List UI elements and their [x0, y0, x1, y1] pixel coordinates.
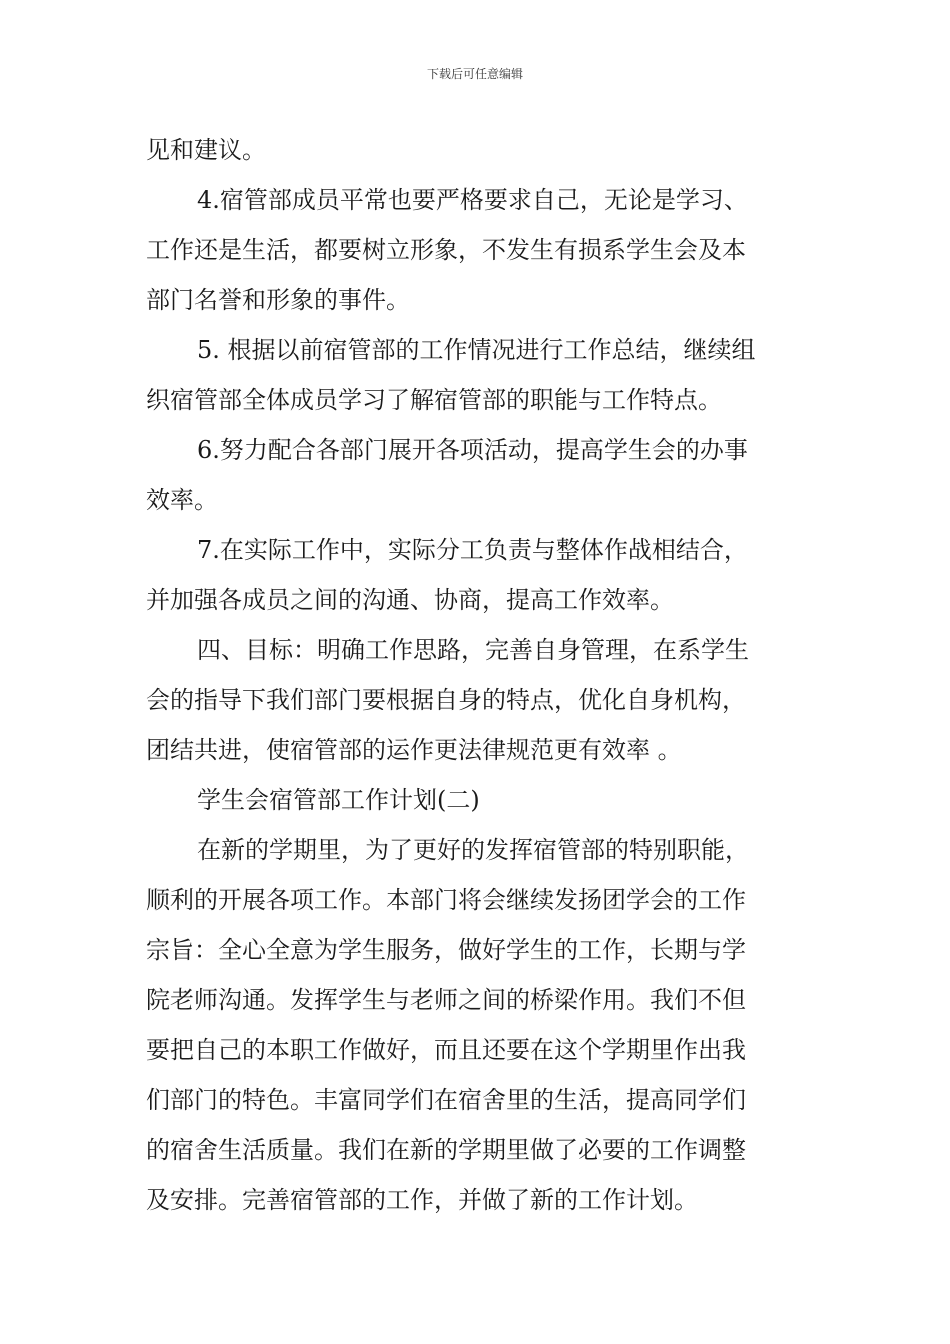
page-header: 下载后可任意编辑: [426, 67, 523, 81]
paragraph-line: 5. 根据以前宿管部的工作情况进行工作总结，继续组: [197, 336, 756, 364]
paragraph-line: 6.努力配合各部门展开各项活动，提高学生会的办事: [197, 436, 748, 464]
paragraph-line: 要把自己的本职工作做好，而且还要在这个学期里作出我: [146, 1036, 746, 1064]
section-heading: 学生会宿管部工作计划(二): [197, 786, 480, 814]
paragraph-line: 效率。: [146, 486, 218, 514]
paragraph-line: 团结共进，使宿管部的运作更法律规范更有效率 。: [146, 736, 682, 764]
paragraph-line: 并加强各成员之间的沟通、协商，提高工作效率。: [146, 586, 674, 614]
paragraph-line: 会的指导下我们部门要根据自身的特点，优化自身机构，: [146, 686, 746, 714]
paragraph-line: 工作还是生活，都要树立形象，不发生有损系学生会及本: [146, 236, 746, 264]
paragraph-line: 及安排。完善宿管部的工作，并做了新的工作计划。: [146, 1186, 698, 1214]
paragraph-line: 的宿舍生活质量。我们在新的学期里做了必要的工作调整: [146, 1136, 746, 1164]
paragraph-line: 院老师沟通。发挥学生与老师之间的桥梁作用。我们不但: [146, 986, 746, 1014]
paragraph-line: 们部门的特色。丰富同学们在宿舍里的生活，提高同学们: [146, 1086, 746, 1114]
paragraph-line: 顺利的开展各项工作。本部门将会继续发扬团学会的工作: [146, 886, 746, 914]
paragraph-line: 7.在实际工作中，实际分工负责与整体作战相结合，: [197, 536, 748, 564]
paragraph-line: 见和建议。: [146, 136, 266, 164]
paragraph-line: 4.宿管部成员平常也要严格要求自己，无论是学习、: [197, 186, 748, 214]
paragraph-line: 四、目标：明确工作思路，完善自身管理，在系学生: [197, 636, 749, 664]
paragraph-line: 在新的学期里，为了更好的发挥宿管部的特别职能，: [197, 836, 749, 864]
paragraph-line: 部门名誉和形象的事件。: [146, 286, 410, 314]
paragraph-line: 宗旨：全心全意为学生服务，做好学生的工作，长期与学: [146, 936, 746, 964]
paragraph-line: 织宿管部全体成员学习了解宿管部的职能与工作特点。: [146, 386, 722, 414]
